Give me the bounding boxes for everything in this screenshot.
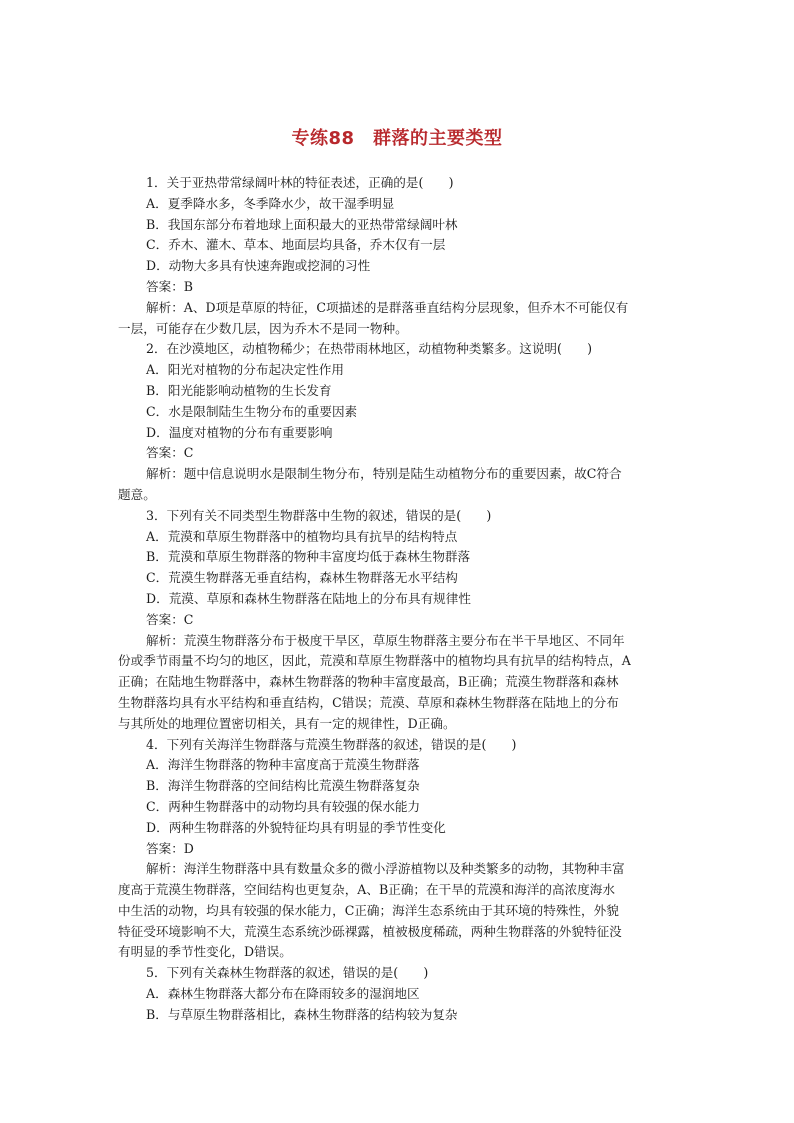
question-stem: 5．下列有关森林生物群落的叙述，错误的是( ) — [146, 965, 429, 981]
question-5 — [118, 963, 678, 1025]
option-c: C．荒漠生物群落无垂直结构，森林生物群落无水平结构 — [146, 570, 458, 586]
question-3 — [118, 506, 678, 735]
analysis-line: 特征受环境影响不大，荒漠生态系统沙砾裸露，植被极度稀疏，两种生物群落的外貌特征没 — [118, 923, 622, 939]
analysis-line: 解析：海洋生物群落中具有数量众多的微小浮游植物以及种类繁多的动物，其物种丰富 — [146, 861, 625, 877]
option-d: D．荒漠、草原和森林生物群落在陆地上的分布具有规律性 — [146, 590, 471, 606]
question-2 — [118, 339, 678, 505]
option-a: A．海洋生物群落的物种丰富度高于荒漠生物群落 — [146, 757, 420, 773]
question-1 — [118, 173, 678, 339]
question-stem: 1．关于亚热带常绿阔叶林的特征表述，正确的是( ) — [146, 175, 454, 190]
analysis-line: 生物群落均具有水平结构和垂直结构，C错误；荒漠、草原和森林生物群落在陆地上的分布 — [118, 694, 619, 710]
analysis-line: 中生活的动物，均具有较强的保水能力，C正确；海洋生态系统由于其环境的特殊性，外貌 — [118, 902, 619, 918]
answer: 答案：C — [146, 445, 194, 461]
question-stem: 4．下列有关海洋生物群落与荒漠生物群落的叙述，错误的是( ) — [146, 736, 517, 752]
question-stem: 2．在沙漠地区，动植物稀少；在热带雨林地区，动植物种类繁多。这说明( ) — [146, 341, 593, 357]
answer: 答案：D — [146, 840, 194, 856]
analysis-line: 解析：题中信息说明水是限制生物分布，特别是陆生动植物分布的重要因素，故C符合 — [146, 466, 622, 482]
option-a: A．森林生物群落大都分布在降雨较多的湿润地区 — [146, 986, 420, 1002]
analysis-line: 解析：A、D项是草原的特征，C项描述的是群落垂直结构分层现象，但乔木不可能仅有 — [146, 299, 629, 315]
analysis-line: 份或季节雨量不均匀的地区，因此，荒漠和草原生物群落中的植物均具有抗旱的结构特点，A — [118, 653, 631, 669]
option-b: B．与草原生物群落相比，森林生物群落的结构较为复杂 — [146, 1006, 458, 1022]
option-a: A．阳光对植物的分布起决定性作用 — [146, 362, 345, 378]
question-list — [118, 173, 678, 1026]
option-b: B．海洋生物群落的空间结构比荒漠生物群落复杂 — [146, 778, 420, 794]
option-b: B．荒漠和草原生物群落的物种丰富度均低于森林生物群落 — [146, 549, 471, 565]
question-4 — [118, 735, 678, 964]
analysis-line: 度高于荒漠生物群落，空间结构也更复杂，A、B正确；在干旱的荒漠和海洋的高浓度海水 — [118, 882, 615, 898]
option-c: C．两种生物群落中的动物均具有较强的保水能力 — [146, 798, 421, 814]
analysis-line: 有明显的季节性变化，D错误。 — [118, 944, 292, 960]
analysis-line: 题意。 — [118, 486, 156, 502]
option-b: B．阳光能影响动植物的生长发育 — [146, 382, 332, 398]
analysis-line: 解析：荒漠生物群落分布于极度干旱区，草原生物群落主要分布在半干旱地区、不同年 — [146, 632, 625, 648]
question-stem: 3．下列有关不同类型生物群落中生物的叙述，错误的是( ) — [146, 507, 492, 523]
option-b: B．我国东部分布着地球上面积最大的亚热带常绿阔叶林 — [146, 216, 458, 232]
option-d: D．两种生物群落的外貌特征均具有明显的季节性变化 — [146, 819, 446, 835]
analysis-line: 一层，可能存在少数几层，因为乔木不是同一物种。 — [118, 320, 408, 336]
option-a: A．夏季降水多，冬季降水少，故干湿季明显 — [146, 195, 395, 211]
answer: 答案：B — [146, 278, 194, 294]
page-title: 专练88 群落的主要类型 — [291, 128, 503, 149]
option-a: A．荒漠和草原生物群落中的植物均具有抗旱的结构特点 — [146, 528, 458, 544]
option-c: C．水是限制陆生生物分布的重要因素 — [146, 403, 358, 419]
analysis-line: 与其所处的地理位置密切相关，具有一定的规律性，D正确。 — [118, 715, 456, 731]
analysis-line: 正确；在陆地生物群落中，森林生物群落的物种丰富度最高，B正确；荒漠生物群落和森林 — [118, 674, 619, 690]
option-d: D．动物大多具有快速奔跑或挖洞的习性 — [146, 258, 371, 274]
option-c: C．乔木、灌木、草本、地面层均具备，乔木仅有一层 — [146, 237, 446, 253]
answer: 答案：C — [146, 611, 194, 627]
option-d: D．温度对植物的分布有重要影响 — [146, 424, 333, 440]
